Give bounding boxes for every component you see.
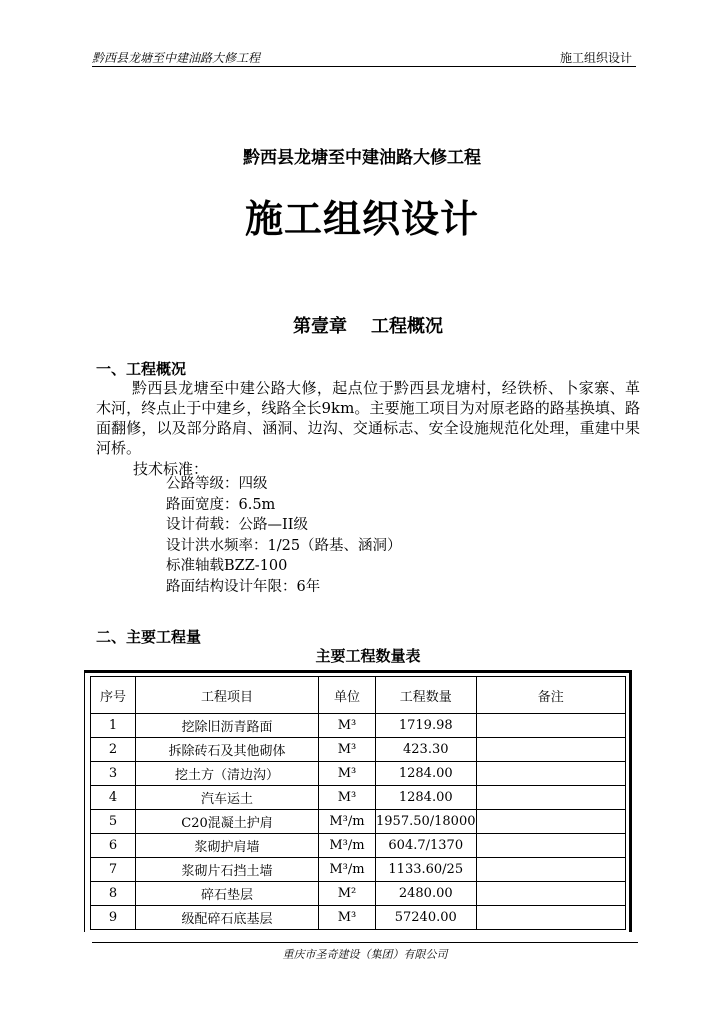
cell-unit: M³ — [319, 762, 376, 786]
overview-paragraph: 黔西县龙塘至中建公路大修，起点位于黔西县龙塘村，经铁桥、卜家寨、革木河，终点止于中建乡，线路全长9km。主要施工项目为对原老路的路基换填、路面翻修，以及部分路肩、涵洞、边沟、交通标志、安全设施规范化处理，重建中果河桥。 — [96, 379, 640, 457]
cell-remark — [476, 714, 626, 738]
section-heading-overview: 一、工程概况 — [96, 360, 187, 378]
cell-no: 2 — [91, 738, 136, 762]
chapter-heading — [0, 312, 724, 338]
quantities-table — [90, 676, 626, 930]
cell-quantity: 1133.60/25 — [376, 858, 477, 882]
cell-no: 3 — [91, 762, 136, 786]
cell-unit: M³ — [319, 906, 376, 930]
table-row — [91, 858, 626, 882]
section-heading-quantities: 二、主要工程量 — [96, 628, 202, 646]
cell-remark — [476, 738, 626, 762]
document-subtitle: 黔西县龙塘至中建油路大修工程 — [243, 148, 481, 168]
table-row — [91, 714, 626, 738]
col-header-quantity: 工程数量 — [376, 677, 477, 714]
cell-no: 5 — [91, 810, 136, 834]
document-title: 施工组织设计 — [244, 197, 479, 241]
cell-remark — [476, 810, 626, 834]
spec-item: 设计洪水频率：1/25（路基、涵洞） — [166, 537, 402, 554]
spec-item: 设计荷载：公路—II级 — [166, 517, 308, 533]
cell-unit: M³/m — [319, 834, 376, 858]
table-header-row — [91, 677, 626, 714]
header-project-name: 黔西县龙塘至中建油路大修工程 — [92, 51, 261, 65]
cell-no: 1 — [91, 714, 136, 738]
tech-standards-list — [166, 474, 402, 597]
cell-remark — [476, 882, 626, 906]
cell-item: C20混凝土护肩 — [136, 810, 319, 834]
cell-no: 8 — [91, 882, 136, 906]
cell-quantity: 423.30 — [376, 738, 477, 762]
table-row — [91, 882, 626, 906]
chapter-number: 第壹章 — [293, 316, 347, 337]
cell-item: 碎石垫层 — [136, 882, 319, 906]
cell-quantity: 2480.00 — [376, 882, 477, 906]
cell-unit: M³/m — [319, 858, 376, 882]
col-header-remark: 备注 — [476, 677, 626, 714]
cell-quantity: 57240.00 — [376, 906, 477, 930]
chapter-title: 工程概况 — [371, 316, 443, 337]
col-header-no: 序号 — [91, 677, 136, 714]
cell-remark — [476, 834, 626, 858]
table-row — [91, 834, 626, 858]
cell-item: 挖除旧沥青路面 — [136, 714, 319, 738]
cell-item: 挖土方（清边沟） — [136, 762, 319, 786]
spec-item: 路面结构设计年限：6年 — [166, 578, 321, 595]
page-footer: 重庆市圣奇建设（集团）有限公司 — [92, 942, 638, 962]
cell-item: 级配碎石底基层 — [136, 906, 319, 930]
cell-quantity: 1284.00 — [376, 762, 477, 786]
table-row — [91, 786, 626, 810]
table-row — [91, 762, 626, 786]
cell-remark — [476, 786, 626, 810]
cell-quantity: 1957.50/18000 — [376, 810, 477, 834]
cell-remark — [476, 906, 626, 930]
table-row — [91, 738, 626, 762]
table-row — [91, 906, 626, 930]
cell-no: 9 — [91, 906, 136, 930]
spec-item: 标准轴载BZZ-100 — [166, 558, 288, 574]
table-row — [91, 810, 626, 834]
header-doc-type: 施工组织设计 — [559, 51, 632, 65]
cell-unit: M² — [319, 882, 376, 906]
page-header — [92, 46, 636, 67]
col-header-unit: 单位 — [319, 677, 376, 714]
cell-item: 浆砌片石挡土墙 — [136, 858, 319, 882]
cell-no: 7 — [91, 858, 136, 882]
cell-unit: M³ — [319, 714, 376, 738]
cell-item: 拆除砖石及其他砌体 — [136, 738, 319, 762]
cell-remark — [476, 858, 626, 882]
table-title: 主要工程数量表 — [315, 647, 421, 665]
spec-item: 公路等级：四级 — [166, 476, 268, 492]
tech-standards-label: 技术标准： — [133, 460, 209, 478]
cell-quantity: 1719.98 — [376, 714, 477, 738]
cell-no: 4 — [91, 786, 136, 810]
cell-unit: M³ — [319, 786, 376, 810]
cell-item: 汽车运土 — [136, 786, 319, 810]
cell-quantity: 604.7/1370 — [376, 834, 477, 858]
col-header-item: 工程项目 — [136, 677, 319, 714]
cell-quantity: 1284.00 — [376, 786, 477, 810]
cell-unit: M³ — [319, 738, 376, 762]
cell-no: 6 — [91, 834, 136, 858]
cell-item: 浆砌护肩墙 — [136, 834, 319, 858]
cell-unit: M³/m — [319, 810, 376, 834]
spec-item: 路面宽度：6.5m — [166, 496, 276, 513]
cell-remark — [476, 762, 626, 786]
